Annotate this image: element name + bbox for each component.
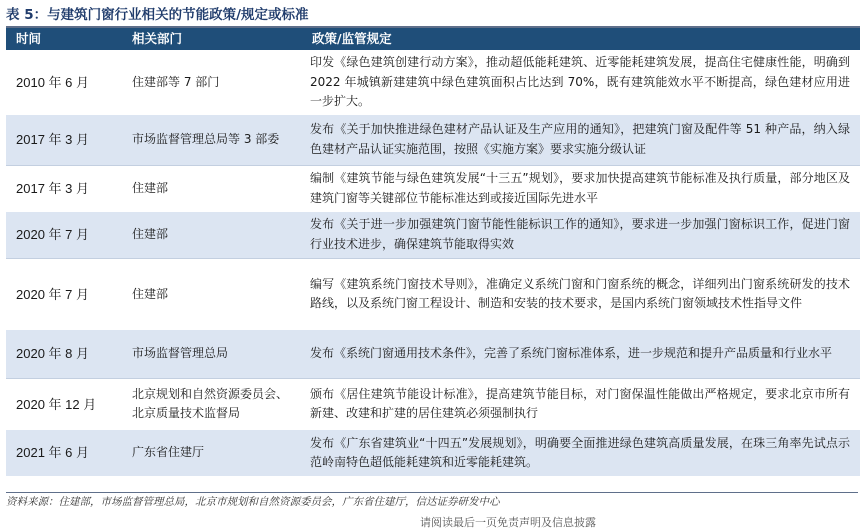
row-policy: 发布《关于进一步加强建筑门窗节能性能标识工作的通知》，要求进一步加强门窗标识工作，促进门窗行业技术进步，确保建筑节能取得实效: [302, 212, 860, 258]
policy-table: [6, 28, 860, 476]
row-time: 2021 年 6 月: [6, 430, 122, 476]
table-row: [6, 212, 860, 258]
row-policy: 颁布《居住建筑节能设计标准》，提高建筑节能目标，对门窗保温性能做出严格规定，要求北京市所有新建、改建和扩建的居住建筑必须强制执行: [302, 378, 860, 430]
row-policy: 印发《绿色建筑创建行动方案》，推动超低能耗建筑、近零能耗建筑发展，提高住宅健康性能，明确到 2022 年城镇新建建筑中绿色建筑面积占比达到 70%，既有建筑能效水平不断提高，绿色建材应用进一步扩大。: [310, 55, 850, 109]
table-header-row: [6, 28, 860, 50]
row-department: 市场监督管理总局等 3 部委: [122, 115, 302, 165]
header-department: 相关部门: [122, 28, 302, 50]
row-time: 2020 年 12 月: [6, 378, 122, 430]
row-policy: 发布《系统门窗通用技术条件》，完善了系统门窗标准体系，进一步规范和提升产品质量和行业水平: [302, 330, 860, 378]
row-time: 2020 年 7 月: [6, 258, 122, 330]
row-policy: 发布《关于加快推进绿色建材产品认证及生产应用的通知》，把建筑门窗及配件等 51 种产品，纳入绿色建材产品认证实施范围，按照《实施方案》要求实施分级认证: [302, 115, 860, 165]
row-time: 2010 年 6 月: [16, 74, 89, 90]
row-department: 住建部等 7 部门: [132, 74, 220, 89]
row-policy: 编写《建筑系统门窗技术导则》，准确定义系统门窗和门窗系统的概念，详细列出门窗系统研发的技术路线，以及系统门窗工程设计、制造和安装的技术要求，是国内系统门窗领域技术性指导文件: [302, 258, 860, 330]
row-department: 住建部: [122, 212, 302, 258]
row-time: 2020 年 7 月: [6, 212, 122, 258]
row-department: 住建部: [122, 258, 302, 330]
row-policy: 编制《建筑节能与绿色建筑发展“十三五”规划》，要求加快提高建筑节能标准及执行质量，部分地区及建筑门窗等关键部位节能标准达到或接近国际先进水平: [302, 165, 860, 212]
header-policy: 政策/监管规定: [302, 28, 860, 50]
table-row: [6, 165, 860, 212]
header-time: 时间: [6, 28, 122, 50]
table-row: [6, 430, 860, 476]
table-row: [6, 258, 860, 330]
row-department: 住建部: [122, 165, 302, 212]
disclaimer-footer: 请阅读最后一页免责声明及信息披露: [420, 516, 596, 529]
row-time: 2017 年 3 月: [6, 115, 122, 165]
source-note: 资料来源：住建部，市场监督管理总局，北京市规划和自然资源委员会，广东省住建厅，信达证券研发中心: [6, 492, 858, 509]
row-department: 北京规划和自然资源委员会、北京质量技术监督局: [122, 378, 302, 430]
row-time: 2017 年 3 月: [6, 165, 122, 212]
row-time: 2020 年 8 月: [6, 330, 122, 378]
table-caption: 表 5：与建筑门窗行业相关的节能政策/规定或标准: [6, 7, 309, 23]
table-row: [6, 115, 860, 165]
row-department: 广东省住建厅: [122, 430, 302, 476]
row-department: 市场监督管理总局: [122, 330, 302, 378]
table-row: [6, 50, 860, 115]
table-row: [6, 378, 860, 430]
row-policy: 发布《广东省建筑业“十四五”发展规划》，明确要全面推进绿色建筑高质量发展，在珠三角率先试点示范岭南特色超低能耗建筑和近零能耗建筑。: [302, 430, 860, 476]
table-row: [6, 330, 860, 378]
